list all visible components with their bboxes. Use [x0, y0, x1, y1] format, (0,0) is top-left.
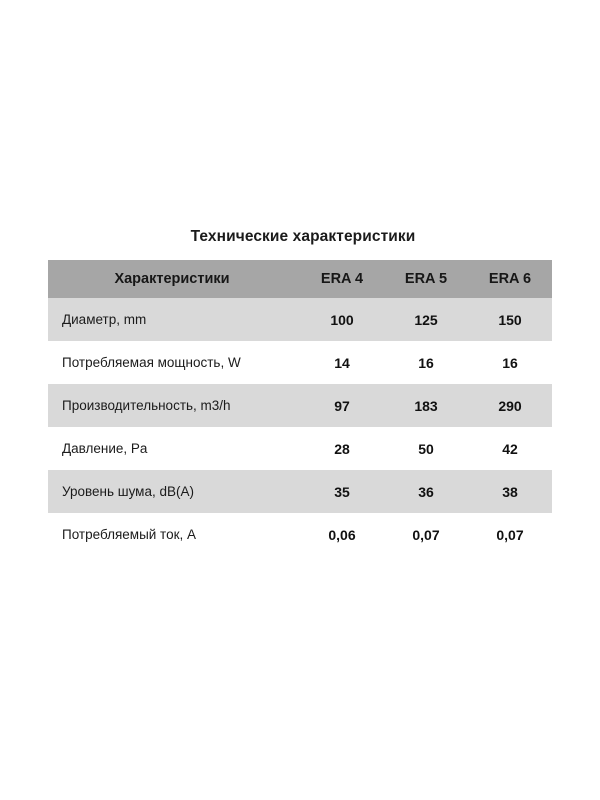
column-header-era6: ERA 6 — [468, 260, 552, 298]
row-label-airflow: Производительность, m3/h — [48, 384, 300, 427]
table-row — [48, 427, 552, 470]
cell-power-era4: 14 — [300, 341, 384, 384]
cell-airflow-era6: 290 — [468, 384, 552, 427]
column-header-characteristics: Характеристики — [48, 260, 300, 298]
column-header-era5: ERA 5 — [384, 260, 468, 298]
cell-power-era5: 16 — [384, 341, 468, 384]
cell-diameter-era5: 125 — [384, 298, 468, 341]
cell-airflow-era5: 183 — [384, 384, 468, 427]
table-header — [48, 260, 552, 298]
cell-diameter-era4: 100 — [300, 298, 384, 341]
table-header-row — [48, 260, 552, 298]
cell-pressure-era5: 50 — [384, 427, 468, 470]
table-row — [48, 470, 552, 513]
table-body — [48, 298, 552, 556]
row-label-pressure: Давление, Pa — [48, 427, 300, 470]
cell-current-era5: 0,07 — [384, 513, 468, 556]
cell-pressure-era4: 28 — [300, 427, 384, 470]
specifications-block — [48, 228, 552, 556]
row-label-power: Потребляемая мощность, W — [48, 341, 300, 384]
cell-current-era6: 0,07 — [468, 513, 552, 556]
cell-pressure-era6: 42 — [468, 427, 552, 470]
table-row — [48, 298, 552, 341]
specifications-table — [48, 260, 552, 556]
row-label-diameter: Диаметр, mm — [48, 298, 300, 341]
table-row — [48, 384, 552, 427]
cell-power-era6: 16 — [468, 341, 552, 384]
row-label-current: Потребляемый ток, A — [48, 513, 300, 556]
table-row — [48, 513, 552, 556]
row-label-noise: Уровень шума, dB(A) — [48, 470, 300, 513]
table-row — [48, 341, 552, 384]
cell-noise-era5: 36 — [384, 470, 468, 513]
page-title: Технические характеристики — [190, 228, 416, 245]
cell-airflow-era4: 97 — [300, 384, 384, 427]
cell-noise-era4: 35 — [300, 470, 384, 513]
cell-noise-era6: 38 — [468, 470, 552, 513]
cell-diameter-era6: 150 — [468, 298, 552, 341]
cell-current-era4: 0,06 — [300, 513, 384, 556]
column-header-era4: ERA 4 — [300, 260, 384, 298]
